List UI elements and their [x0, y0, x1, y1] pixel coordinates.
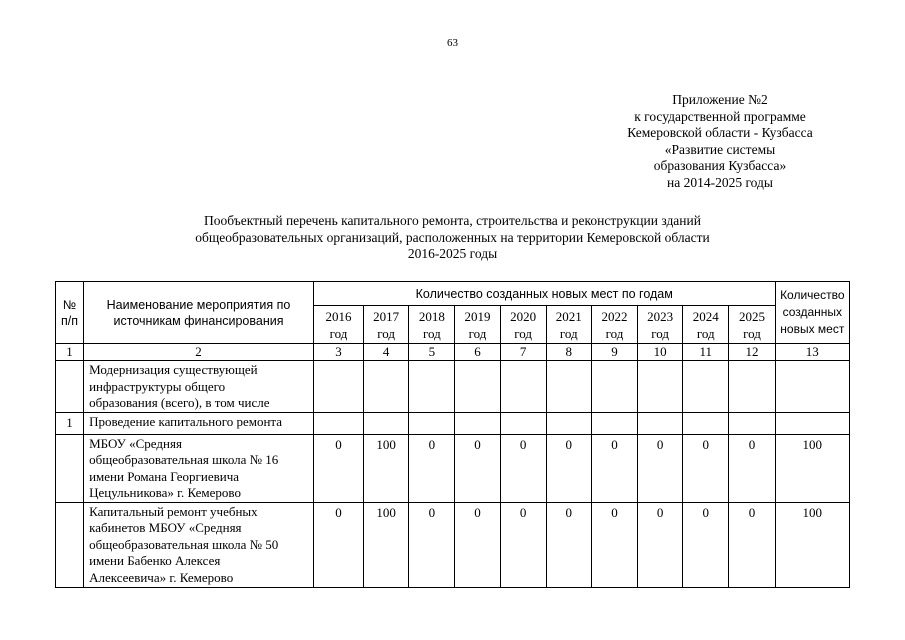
- row-value-cell: 0: [409, 434, 455, 502]
- row-total-cell: [775, 412, 849, 434]
- header-name-line: Наименование мероприятия по: [106, 297, 291, 312]
- column-index-cell: 4: [364, 344, 409, 361]
- header-year-cell: [409, 306, 455, 344]
- header-year-cell: [729, 306, 775, 344]
- header-name-line: источникам финансирования: [113, 313, 284, 328]
- row-value-cell: [364, 412, 409, 434]
- document-title: [0, 213, 905, 263]
- header-year-cell: [364, 306, 409, 344]
- header-year: 2016: [325, 308, 352, 324]
- row-value-cell: 0: [683, 434, 729, 502]
- column-index-cell: 5: [409, 344, 455, 361]
- row-value-cell: 100: [364, 434, 409, 502]
- row-name-line: имени Бабенко Алексея: [89, 553, 221, 568]
- row-value-cell: [729, 361, 775, 413]
- row-value-cell: [313, 361, 363, 413]
- row-value-cell: 0: [591, 502, 637, 587]
- row-number-cell: [56, 502, 84, 587]
- row-value-cell: 0: [683, 502, 729, 587]
- row-value-cell: 100: [364, 502, 409, 587]
- header-year-suffix: год: [651, 325, 669, 341]
- appendix-line: Кемеровской области - Кузбасса: [627, 125, 813, 140]
- header-number-line: №: [62, 297, 77, 312]
- row-value-cell: 0: [591, 434, 637, 502]
- appendix-line: Приложение №2: [672, 92, 768, 107]
- header-quantity-cell: [775, 282, 849, 344]
- column-index-cell: 2: [84, 344, 314, 361]
- appendix-line: к государственной программе: [634, 108, 806, 124]
- header-year-suffix: год: [559, 325, 578, 341]
- row-name-line: Цецульникова» г. Кемерово: [89, 485, 241, 500]
- header-year-cell: [683, 306, 729, 344]
- row-number-cell: 1: [56, 412, 84, 434]
- header-year: 2021: [555, 308, 582, 324]
- header-year: 2023: [647, 308, 674, 324]
- header-year-cell: [546, 306, 591, 344]
- row-value-cell: 0: [409, 502, 455, 587]
- header-quantity-line: новых мест: [780, 322, 845, 336]
- header-year-cell: [455, 306, 500, 344]
- column-index-cell: 11: [683, 344, 729, 361]
- row-name-line: образования (всего), в том числе: [89, 395, 270, 410]
- table-index-row: [56, 344, 850, 361]
- row-value-cell: [409, 412, 455, 434]
- header-year-cell: [591, 306, 637, 344]
- header-year: 2018: [418, 308, 445, 324]
- row-value-cell: [455, 361, 500, 413]
- header-quantity-line: созданных: [782, 305, 843, 319]
- header-year-suffix: год: [743, 325, 761, 341]
- row-value-cell: [546, 361, 591, 413]
- row-name-line: МБОУ «Средняя: [89, 435, 182, 451]
- appendix-line: «Развитие системы: [664, 141, 776, 157]
- row-name-cell: [84, 502, 314, 587]
- row-total-cell: 100: [775, 434, 849, 502]
- header-year: 2022: [601, 308, 628, 324]
- column-index-cell: 1: [56, 344, 84, 361]
- column-index-cell: 9: [591, 344, 637, 361]
- header-year: 2017: [373, 308, 400, 324]
- header-year-cell: [500, 306, 546, 344]
- row-name-line: Проведение капитального ремонта: [89, 413, 283, 429]
- row-value-cell: 0: [455, 502, 500, 587]
- row-value-cell: 0: [638, 502, 683, 587]
- table-row: [56, 502, 850, 587]
- appendix-line: образования Кузбасса»: [653, 158, 787, 173]
- table-row: [56, 434, 850, 502]
- title-line: общеобразовательных организаций, расположенных на территории Кемеровской области: [195, 229, 710, 245]
- row-value-cell: 0: [313, 434, 363, 502]
- row-name-cell: [84, 434, 314, 502]
- title-line: 2016-2025 годы: [407, 246, 498, 261]
- header-name-cell: [84, 282, 314, 344]
- row-name-line: имени Романа Георгиевича: [89, 468, 240, 484]
- row-name-line: кабинетов МБОУ «Средняя: [89, 520, 242, 535]
- header-year: 2020: [510, 308, 537, 324]
- row-number-cell: [56, 434, 84, 502]
- row-value-cell: [500, 361, 546, 413]
- header-year-suffix: год: [605, 325, 624, 341]
- header-years-group: Количество созданных новых мест по годам: [313, 282, 775, 306]
- appendix-heading: [560, 92, 880, 191]
- row-value-cell: 0: [729, 434, 775, 502]
- table-header-row: [56, 282, 850, 306]
- row-value-cell: [729, 412, 775, 434]
- header-year-suffix: год: [422, 325, 441, 341]
- row-value-cell: 0: [638, 434, 683, 502]
- row-value-cell: [409, 361, 455, 413]
- row-name-line: общеобразовательная школа № 16: [89, 452, 279, 467]
- row-value-cell: [683, 361, 729, 413]
- row-name-line: Капитальный ремонт учебных: [89, 503, 258, 519]
- row-value-cell: 0: [455, 434, 500, 502]
- objects-table: [55, 281, 850, 588]
- column-index-cell: 7: [500, 344, 546, 361]
- column-index-cell: 12: [729, 344, 775, 361]
- title-line: Пообъектный перечень капитального ремонта, строительства и реконструкции зданий: [204, 213, 701, 228]
- row-name-cell: [84, 361, 314, 413]
- row-name-line: общеобразовательная школа № 50: [89, 536, 279, 552]
- column-index-cell: 13: [775, 344, 849, 361]
- column-index-cell: 3: [313, 344, 363, 361]
- header-year: 2019: [464, 308, 491, 324]
- header-quantity-line: Количество: [780, 288, 845, 302]
- page-number: 63: [447, 37, 458, 49]
- table-row: [56, 412, 850, 434]
- row-value-cell: [683, 412, 729, 434]
- row-value-cell: 0: [500, 502, 546, 587]
- row-value-cell: 0: [313, 502, 363, 587]
- row-name-cell: [84, 412, 314, 434]
- column-index-cell: 8: [546, 344, 591, 361]
- row-value-cell: 0: [729, 502, 775, 587]
- row-value-cell: [500, 412, 546, 434]
- row-value-cell: [455, 412, 500, 434]
- header-year-suffix: год: [377, 325, 396, 341]
- row-value-cell: [364, 361, 409, 413]
- header-year-suffix: год: [696, 325, 715, 341]
- row-name-line: Модернизация существующей: [89, 362, 258, 377]
- header-year: 2025: [738, 308, 765, 324]
- header-year-suffix: год: [329, 325, 348, 341]
- header-year-suffix: год: [514, 325, 533, 341]
- header-year-cell: [313, 306, 363, 344]
- row-value-cell: [591, 412, 637, 434]
- row-value-cell: 0: [500, 434, 546, 502]
- header-year: 2024: [692, 308, 719, 324]
- header-year-suffix: год: [468, 325, 487, 341]
- row-value-cell: 0: [546, 502, 591, 587]
- row-name-line: Алексеевича» г. Кемерово: [89, 569, 234, 585]
- row-value-cell: [546, 412, 591, 434]
- header-number-line: п/п: [61, 313, 79, 328]
- row-name-line: инфраструктуры общего: [89, 378, 226, 394]
- row-total-cell: 100: [775, 502, 849, 587]
- table-row: [56, 361, 850, 413]
- row-value-cell: [638, 412, 683, 434]
- header-year-cell: [638, 306, 683, 344]
- row-value-cell: 0: [546, 434, 591, 502]
- row-value-cell: [638, 361, 683, 413]
- row-number-cell: [56, 361, 84, 413]
- row-total-cell: [775, 361, 849, 413]
- header-number-cell: [56, 282, 84, 344]
- column-index-cell: 6: [455, 344, 500, 361]
- row-value-cell: [591, 361, 637, 413]
- appendix-line: на 2014-2025 годы: [667, 174, 773, 190]
- row-value-cell: [313, 412, 363, 434]
- column-index-cell: 10: [638, 344, 683, 361]
